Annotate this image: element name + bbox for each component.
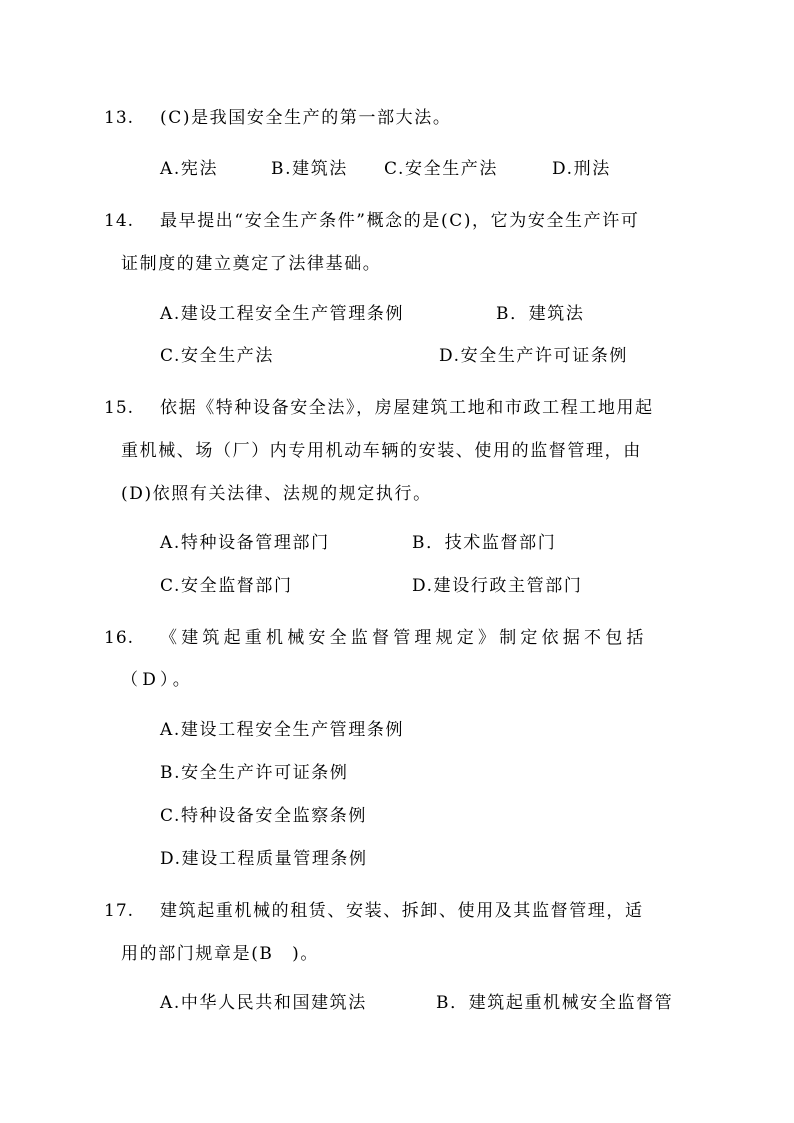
option-d: D.建设行政主管部门: [412, 576, 583, 596]
question-text-line: 证制度的建立奠定了法律基础。: [121, 254, 382, 274]
option-c: C.特种设备安全监察条例: [160, 806, 368, 826]
option-b: B．建筑法: [496, 304, 585, 324]
question-text-line: 《建筑起重机械安全监督管理规定》制定依据不包括: [160, 628, 648, 648]
option-a: A.中华人民共和国建筑法: [160, 993, 367, 1013]
option-d: D.建设工程质量管理条例: [160, 849, 368, 869]
question-text-line: 重机械、场（厂）内专用机动车辆的安装、使用的监督管理，由: [121, 441, 642, 461]
option-b: B.安全生产许可证条例: [160, 763, 349, 783]
option-b: B．技术监督部门: [412, 533, 557, 553]
option-d: D.刑法: [552, 159, 611, 179]
question-number: 17.: [104, 901, 135, 921]
option-c: C.安全生产法: [160, 346, 275, 366]
question-text-line: (D)依照有关法律、法规的规定执行。: [121, 484, 432, 504]
question-text-line: 用的部门规章是(B )。: [121, 944, 319, 964]
question-text-line: 建筑起重机械的租赁、安装、拆卸、使用及其监督管理，适: [160, 901, 644, 921]
option-a: A.建设工程安全生产管理条例: [160, 304, 405, 324]
option-a: A.特种设备管理部门: [160, 533, 330, 553]
option-a: A.宪法: [160, 159, 219, 179]
question-text-line: 依据《特种设备安全法》，房屋建筑工地和市政工程工地用起: [160, 398, 654, 418]
question-number: 16.: [104, 628, 135, 648]
question-number: 15.: [104, 398, 135, 418]
option-c: C.安全生产法: [384, 159, 499, 179]
option-d: D.安全生产许可证条例: [439, 346, 629, 366]
option-b: B．建筑起重机械安全监督管: [436, 993, 674, 1013]
option-c: C.安全监督部门: [160, 576, 293, 596]
question-text-line: （D）。: [121, 670, 194, 690]
option-b: B.建筑法: [271, 159, 348, 179]
question-number: 14.: [104, 211, 135, 231]
question-number: 13.: [104, 108, 135, 128]
option-a: A.建设工程安全生产管理条例: [160, 720, 405, 740]
question-text-line: (C)是我国安全生产的第一部大法。: [160, 108, 452, 128]
question-text-line: 最早提出“安全生产条件”概念的是(C)，它为安全生产许可: [160, 211, 640, 231]
